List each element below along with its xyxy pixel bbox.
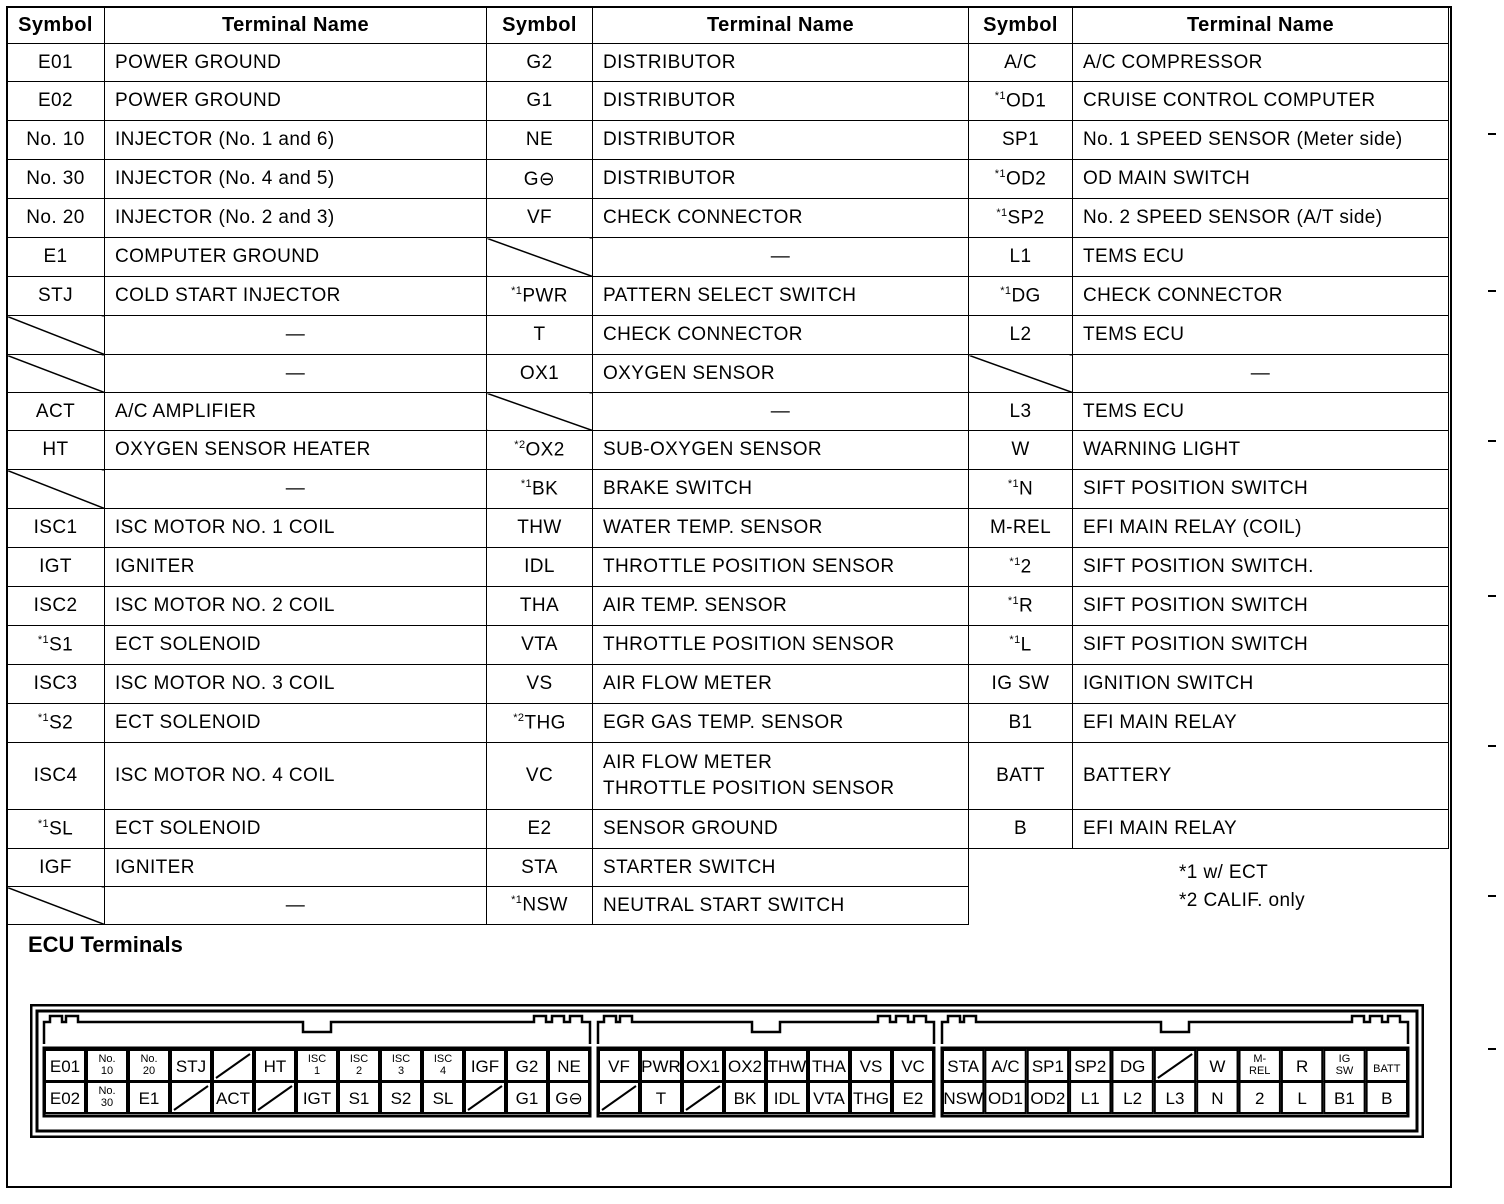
- table-row: [7, 548, 1449, 587]
- pin-label: 30: [100, 1097, 114, 1109]
- symbol-cell: BATT: [969, 743, 1073, 810]
- terminal-name-cell: OXYGEN SENSOR HEATER: [105, 431, 487, 470]
- symbol-cell: ACT: [7, 393, 105, 431]
- terminal-name-cell: No. 1 SPEED SENSOR (Meter side): [1073, 121, 1449, 160]
- terminal-table: [6, 6, 1449, 925]
- pin-label: STA: [947, 1057, 980, 1076]
- terminal-name-cell: ISC MOTOR NO. 3 COIL: [105, 665, 487, 704]
- terminal-table-wrap: [6, 6, 1449, 925]
- terminal-name-cell: SIFT POSITION SWITCH: [1073, 470, 1449, 509]
- empty-symbol-cell: [969, 355, 1073, 393]
- terminal-name-cell: ECT SOLENOID: [105, 704, 487, 743]
- pin-label: IGF: [470, 1057, 500, 1076]
- terminal-name-cell: ECT SOLENOID: [105, 626, 487, 665]
- pin-label: NE: [557, 1057, 581, 1076]
- table-row: [7, 277, 1449, 316]
- pin-label: DG: [1119, 1057, 1146, 1076]
- terminal-name-cell: ISC MOTOR NO. 2 COIL: [105, 587, 487, 626]
- pin-label: E1: [138, 1089, 160, 1108]
- symbol-cell: VTA: [487, 626, 593, 665]
- pin-label: T: [655, 1089, 667, 1108]
- header-terminal-name: Terminal Name: [593, 7, 969, 44]
- terminal-name-cell: IGNITION SWITCH: [1073, 665, 1449, 704]
- pin-label: S1: [348, 1089, 370, 1108]
- pin-label: M-: [1253, 1053, 1267, 1065]
- terminal-name-cell: TEMS ECU: [1073, 393, 1449, 431]
- symbol-cell: W: [969, 431, 1073, 470]
- terminal-name-cell: WATER TEMP. SENSOR: [593, 509, 969, 548]
- table-row: [7, 810, 1449, 849]
- terminal-name-cell: ISC MOTOR NO. 1 COIL: [105, 509, 487, 548]
- symbol-cell: SP1: [969, 121, 1073, 160]
- symbol-cell: L3: [969, 393, 1073, 431]
- table-row: [7, 82, 1449, 121]
- table-row: [7, 470, 1449, 509]
- pin-label: OX2: [727, 1057, 763, 1076]
- empty-symbol-cell: [7, 355, 105, 393]
- terminal-name-cell: SUB-OXYGEN SENSOR: [593, 431, 969, 470]
- terminal-name-cell: INJECTOR (No. 2 and 3): [105, 199, 487, 238]
- terminal-name-blank: —: [105, 355, 487, 393]
- pin-label: G⊖: [555, 1089, 583, 1108]
- pin-label: BK: [733, 1089, 757, 1108]
- terminal-name-cell: DISTRIBUTOR: [593, 44, 969, 82]
- unused-pin-slash: [468, 1086, 502, 1110]
- pin-label: E01: [49, 1057, 81, 1076]
- symbol-cell: HT: [7, 431, 105, 470]
- symbol-cell: B1: [969, 704, 1073, 743]
- pin-label: VF: [608, 1057, 630, 1076]
- symbol-cell: $^{*1}$2: [969, 548, 1073, 587]
- empty-symbol-cell: [487, 393, 593, 431]
- symbol-cell: IGF: [7, 849, 105, 887]
- pin-label: THA: [812, 1057, 846, 1076]
- pin-label: N: [1211, 1089, 1224, 1108]
- terminal-name-cell: TEMS ECU: [1073, 316, 1449, 355]
- terminal-name-cell: NEUTRAL START SWITCH: [593, 887, 969, 925]
- table-row: [7, 743, 1449, 810]
- pin-label: SP1: [1031, 1057, 1064, 1076]
- symbol-cell: THA: [487, 587, 593, 626]
- symbol-cell: IDL: [487, 548, 593, 587]
- table-row: [7, 704, 1449, 743]
- pin-label: No.: [140, 1053, 158, 1065]
- symbol-cell: T: [487, 316, 593, 355]
- terminal-name-cell: No. 2 SPEED SENSOR (A/T side): [1073, 199, 1449, 238]
- pin-label: 3: [397, 1065, 405, 1077]
- symbol-cell: E01: [7, 44, 105, 82]
- terminal-name-blank: —: [593, 238, 969, 277]
- pin-label: W: [1209, 1057, 1226, 1076]
- pin-label: VS: [859, 1057, 883, 1076]
- symbol-cell: G1: [487, 82, 593, 121]
- empty-symbol-cell: [487, 238, 593, 277]
- header-terminal-name: Terminal Name: [105, 7, 487, 44]
- table-row: [7, 587, 1449, 626]
- table-row: [7, 431, 1449, 470]
- unused-pin-slash: [216, 1054, 250, 1078]
- table-row: [7, 238, 1449, 277]
- pin-label: THW: [767, 1057, 807, 1076]
- pin-label: B1: [1334, 1089, 1355, 1108]
- terminal-name-cell: A/C AMPLIFIER: [105, 393, 487, 431]
- terminal-name-cell: SENSOR GROUND: [593, 810, 969, 849]
- header-symbol: Symbol: [7, 7, 105, 44]
- pin-label: HT: [263, 1057, 287, 1076]
- pin-label: No.: [98, 1053, 116, 1065]
- pin-label: IGT: [302, 1089, 332, 1108]
- pin-label: ISC: [307, 1053, 327, 1065]
- pin-label: 10: [100, 1065, 114, 1077]
- symbol-cell: $^{*2}$OX2: [487, 431, 593, 470]
- pin-label: REL: [1249, 1065, 1271, 1077]
- symbol-cell: L1: [969, 238, 1073, 277]
- pin-label: ISC: [433, 1053, 453, 1065]
- table-row: [7, 199, 1449, 238]
- terminal-name-cell: CHECK CONNECTOR: [1073, 277, 1449, 316]
- pin-label: E2: [902, 1089, 924, 1108]
- symbol-cell: No. 20: [7, 199, 105, 238]
- terminal-name-cell: OD MAIN SWITCH: [1073, 160, 1449, 199]
- symbol-cell: ISC4: [7, 743, 105, 810]
- terminal-name-cell: EFI MAIN RELAY (COIL): [1073, 509, 1449, 548]
- table-header-row: [7, 7, 1449, 44]
- terminal-name-cell: OXYGEN SENSOR: [593, 355, 969, 393]
- table-row: [7, 393, 1449, 431]
- ecu-terminals-title: ECU Terminals: [28, 932, 183, 957]
- symbol-cell: VS: [487, 665, 593, 704]
- pin-label: BATT: [1373, 1063, 1401, 1075]
- pin-label: L3: [1165, 1089, 1185, 1108]
- terminal-name-cell: INJECTOR (No. 1 and 6): [105, 121, 487, 160]
- terminal-name-cell: A/C COMPRESSOR: [1073, 44, 1449, 82]
- terminal-name-cell: PATTERN SELECT SWITCH: [593, 277, 969, 316]
- terminal-name-cell: SIFT POSITION SWITCH: [1073, 587, 1449, 626]
- pin-label: L2: [1123, 1089, 1143, 1108]
- symbol-cell: $^{*1}$NSW: [487, 887, 593, 925]
- symbol-cell: $^{*1}$L: [969, 626, 1073, 665]
- symbol-cell: No. 10: [7, 121, 105, 160]
- table-row: [7, 509, 1449, 548]
- symbol-cell: STJ: [7, 277, 105, 316]
- terminal-name-cell: AIR FLOW METER THROTTLE POSITION SENSOR: [593, 743, 969, 810]
- header-terminal-name: Terminal Name: [1073, 7, 1449, 44]
- symbol-cell: $^{*1}$PWR: [487, 277, 593, 316]
- empty-symbol-cell: [7, 887, 105, 925]
- header-symbol: Symbol: [969, 7, 1073, 44]
- terminal-name-cell: SIFT POSITION SWITCH.: [1073, 548, 1449, 587]
- table-row: [7, 121, 1449, 160]
- pin-label: VC: [901, 1057, 925, 1076]
- unused-pin-slash: [686, 1086, 720, 1110]
- symbol-cell: VC: [487, 743, 593, 810]
- terminal-name-cell: TEMS ECU: [1073, 238, 1449, 277]
- pin-label: PWR: [641, 1057, 681, 1076]
- pin-label: VTA: [813, 1089, 845, 1108]
- terminal-name-cell: SIFT POSITION SWITCH: [1073, 626, 1449, 665]
- table-row: [7, 44, 1449, 82]
- symbol-cell: OX1: [487, 355, 593, 393]
- terminal-name-cell: BATTERY: [1073, 743, 1449, 810]
- terminal-name-cell: COMPUTER GROUND: [105, 238, 487, 277]
- pin-label: E02: [49, 1089, 81, 1108]
- terminal-name-cell: IGNITER: [105, 849, 487, 887]
- symbol-cell: E2: [487, 810, 593, 849]
- pin-label: G1: [515, 1089, 539, 1108]
- symbol-cell: ISC3: [7, 665, 105, 704]
- symbol-cell: VF: [487, 199, 593, 238]
- symbol-cell: $^{*1}$DG: [969, 277, 1073, 316]
- connector-key-outline: [598, 1016, 934, 1044]
- symbol-cell: G2: [487, 44, 593, 82]
- terminal-name-cell: CHECK CONNECTOR: [593, 199, 969, 238]
- pin-label: SW: [1335, 1065, 1354, 1077]
- symbol-cell: $^{*1}$OD2: [969, 160, 1073, 199]
- terminal-name-cell: DISTRIBUTOR: [593, 121, 969, 160]
- pin-label: STJ: [175, 1057, 207, 1076]
- symbol-cell: $^{*1}$S2: [7, 704, 105, 743]
- symbol-cell: G⊖: [487, 160, 593, 199]
- symbol-cell: No. 30: [7, 160, 105, 199]
- symbol-cell: $^{*1}$S1: [7, 626, 105, 665]
- terminal-name-cell: EFI MAIN RELAY: [1073, 810, 1449, 849]
- connector-key-outline: [44, 1016, 590, 1044]
- symbol-cell: $^{*1}$SL: [7, 810, 105, 849]
- pin-label: 2: [1254, 1089, 1265, 1108]
- footnote: *2 CALIF. only: [1179, 890, 1305, 911]
- terminal-name-cell: COLD START INJECTOR: [105, 277, 487, 316]
- symbol-cell: L2: [969, 316, 1073, 355]
- table-row: [7, 316, 1449, 355]
- pin-label: OD1: [988, 1089, 1024, 1108]
- terminal-name-cell: EGR GAS TEMP. SENSOR: [593, 704, 969, 743]
- terminal-name-cell: ISC MOTOR NO. 4 COIL: [105, 743, 487, 810]
- table-row: [7, 355, 1449, 393]
- footnote: *1 w/ ECT: [1179, 862, 1269, 883]
- table-row: [7, 849, 1449, 887]
- ecu-connector-diagram: [30, 1004, 1424, 1138]
- pin-label: ISC: [391, 1053, 411, 1065]
- terminal-name-cell: STARTER SWITCH: [593, 849, 969, 887]
- table-row: [7, 626, 1449, 665]
- symbol-cell: E02: [7, 82, 105, 121]
- terminal-name-cell: POWER GROUND: [105, 82, 487, 121]
- symbol-cell: IG SW: [969, 665, 1073, 704]
- symbol-cell: $^{*1}$R: [969, 587, 1073, 626]
- pin-label: B: [1381, 1089, 1393, 1108]
- pin-label: IG: [1338, 1053, 1351, 1065]
- terminal-name-blank: —: [593, 393, 969, 431]
- pin-label: A/C: [991, 1057, 1020, 1076]
- terminal-name-cell: WARNING LIGHT: [1073, 431, 1449, 470]
- symbol-cell: IGT: [7, 548, 105, 587]
- terminal-name-blank: —: [105, 887, 487, 925]
- symbol-cell: $^{*1}$BK: [487, 470, 593, 509]
- terminal-name-blank: —: [1073, 355, 1449, 393]
- pin-label: R: [1295, 1057, 1309, 1076]
- symbol-cell: THW: [487, 509, 593, 548]
- empty-symbol-cell: [7, 316, 105, 355]
- terminal-name-cell: THROTTLE POSITION SENSOR: [593, 626, 969, 665]
- terminal-name-cell: BRAKE SWITCH: [593, 470, 969, 509]
- pin-label: IDL: [773, 1089, 801, 1108]
- pin-label: 2: [355, 1065, 363, 1077]
- terminal-name-cell: CRUISE CONTROL COMPUTER: [1073, 82, 1449, 121]
- symbol-cell: $^{*1}$N: [969, 470, 1073, 509]
- terminal-name-cell: DISTRIBUTOR: [593, 82, 969, 121]
- pin-label: SP2: [1074, 1057, 1107, 1076]
- pin-label: OX1: [685, 1057, 721, 1076]
- unused-pin-slash: [602, 1086, 636, 1110]
- pin-label: NSW: [943, 1089, 984, 1108]
- symbol-cell: ISC1: [7, 509, 105, 548]
- pin-label: 4: [439, 1065, 447, 1077]
- terminal-name-cell: INJECTOR (No. 4 and 5): [105, 160, 487, 199]
- pin-label: ISC: [349, 1053, 369, 1065]
- terminal-name-blank: —: [105, 470, 487, 509]
- unused-pin-slash: [174, 1086, 208, 1110]
- symbol-cell: A/C: [969, 44, 1073, 82]
- terminal-name-cell: IGNITER: [105, 548, 487, 587]
- connector-key-outline: [942, 1016, 1408, 1044]
- terminal-name-blank: —: [105, 316, 487, 355]
- empty-symbol-cell: [7, 470, 105, 509]
- table-row: [7, 665, 1449, 704]
- symbol-cell: E1: [7, 238, 105, 277]
- footnotes: [969, 849, 1449, 925]
- pin-label: ACT: [216, 1089, 250, 1108]
- pin-label: L: [1297, 1089, 1307, 1108]
- pin-label: OD2: [1030, 1089, 1066, 1108]
- symbol-cell: $^{*1}$OD1: [969, 82, 1073, 121]
- terminal-name-cell: ECT SOLENOID: [105, 810, 487, 849]
- terminal-name-cell: THROTTLE POSITION SENSOR: [593, 548, 969, 587]
- symbol-cell: $^{*1}$SP2: [969, 199, 1073, 238]
- table-row: [7, 160, 1449, 199]
- terminal-name-cell: EFI MAIN RELAY: [1073, 704, 1449, 743]
- unused-pin-slash: [1158, 1054, 1192, 1078]
- header-symbol: Symbol: [487, 7, 593, 44]
- pin-label: THG: [853, 1089, 889, 1108]
- terminal-name-cell: CHECK CONNECTOR: [593, 316, 969, 355]
- unused-pin-slash: [258, 1086, 292, 1110]
- pin-label: L1: [1080, 1089, 1100, 1108]
- pin-label: S2: [390, 1089, 412, 1108]
- symbol-cell: B: [969, 810, 1073, 849]
- terminal-name-cell: DISTRIBUTOR: [593, 160, 969, 199]
- terminal-name-cell: AIR TEMP. SENSOR: [593, 587, 969, 626]
- pin-label: 20: [142, 1065, 156, 1077]
- pin-label: 1: [313, 1065, 321, 1077]
- symbol-cell: $^{*2}$THG: [487, 704, 593, 743]
- symbol-cell: NE: [487, 121, 593, 160]
- symbol-cell: ISC2: [7, 587, 105, 626]
- terminal-name-cell: AIR FLOW METER: [593, 665, 969, 704]
- pin-label: No.: [98, 1085, 116, 1097]
- pin-label: G2: [515, 1057, 539, 1076]
- symbol-cell: M-REL: [969, 509, 1073, 548]
- terminal-name-cell: POWER GROUND: [105, 44, 487, 82]
- pin-label: SL: [432, 1089, 454, 1108]
- symbol-cell: STA: [487, 849, 593, 887]
